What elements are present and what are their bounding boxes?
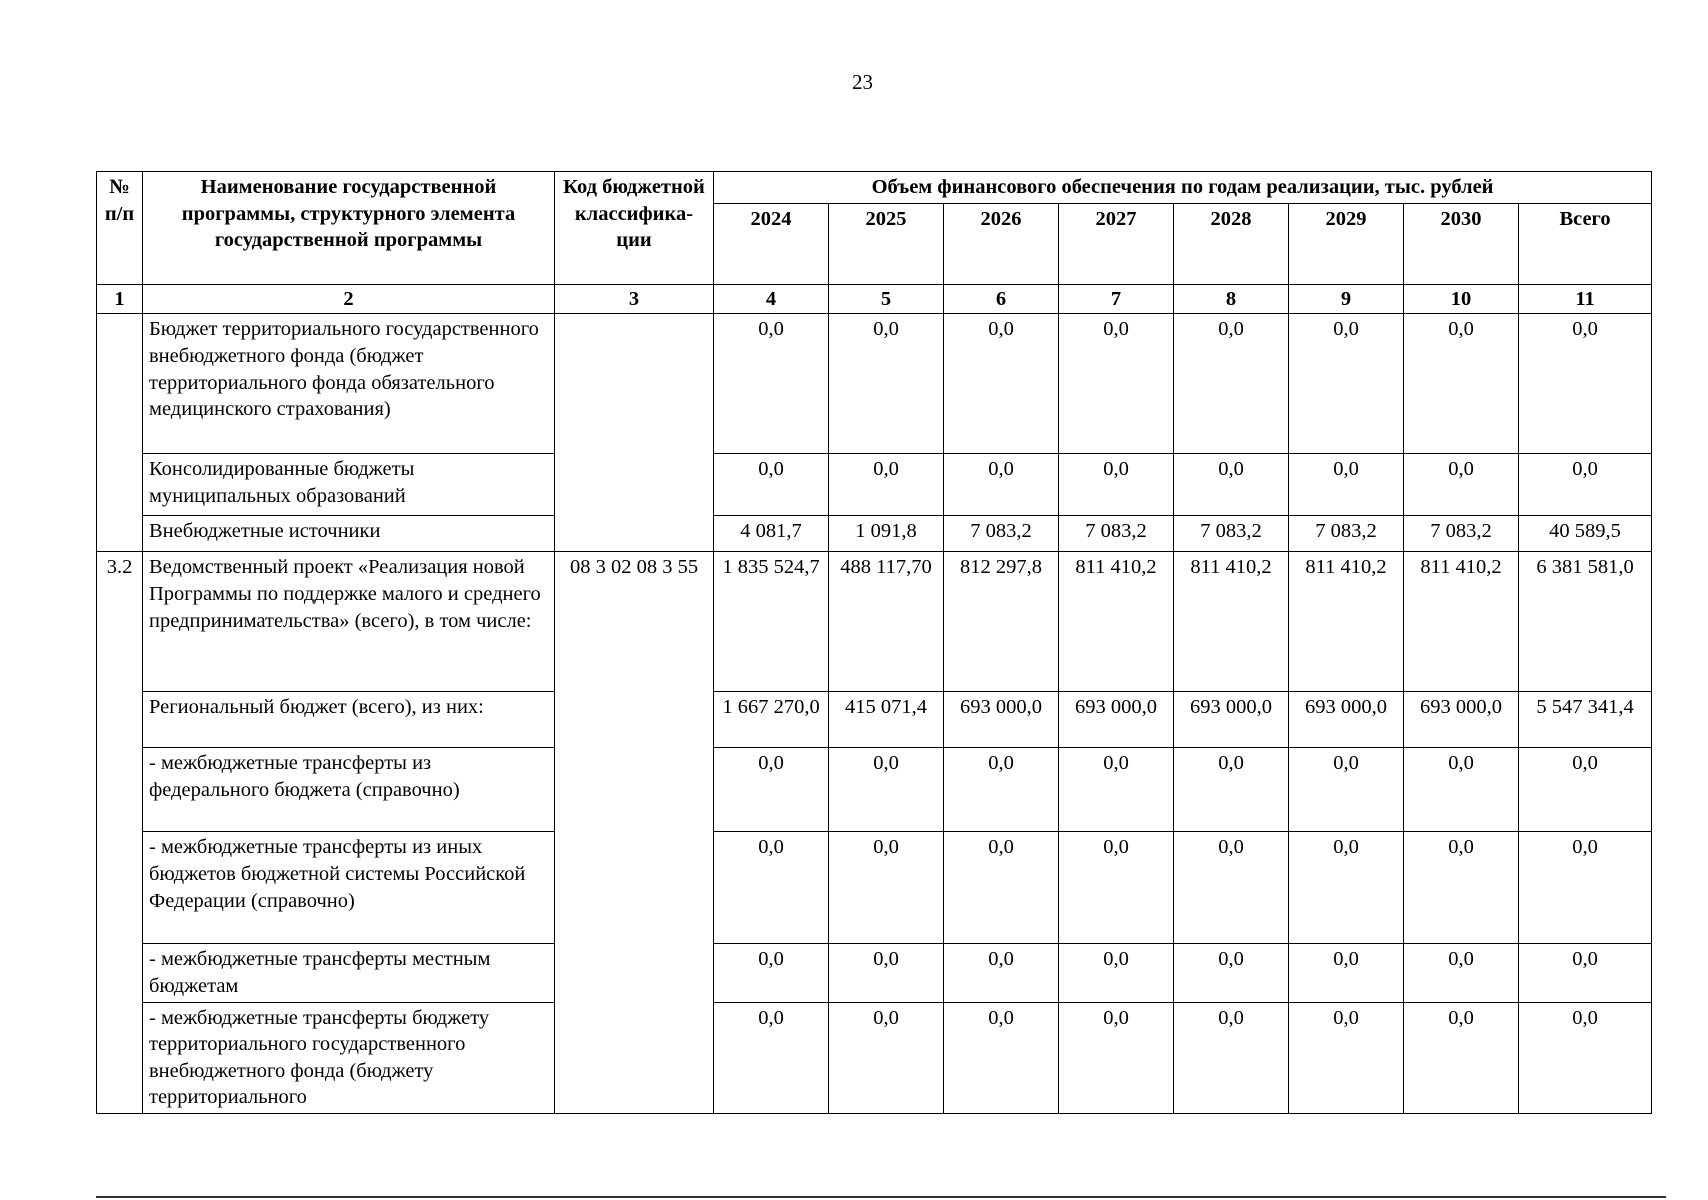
row-value: 693 000,0	[1059, 692, 1174, 748]
row-value: 693 000,0	[1174, 692, 1289, 748]
row-value: 811 410,2	[1289, 552, 1404, 692]
header-year: 2025	[829, 203, 944, 284]
row-value: 0,0	[1174, 454, 1289, 516]
row-value: 0,0	[1404, 748, 1519, 832]
column-number: 3	[555, 284, 714, 314]
row-value: 812 297,8	[944, 552, 1059, 692]
header-year: 2029	[1289, 203, 1404, 284]
row-value: 0,0	[1289, 1002, 1404, 1114]
row-value: 0,0	[944, 748, 1059, 832]
row-value: 0,0	[944, 1002, 1059, 1114]
row-name: - межбюджетные трансферты бюджету территориального государственного внебюджетного фонда (бюджету территориального	[143, 1002, 555, 1114]
row-value: 811 410,2	[1404, 552, 1519, 692]
header-name: Наименование государственной программы, структурного элемента государственной программы	[143, 172, 555, 285]
row-value: 1 835 524,7	[714, 552, 829, 692]
row-value: 415 071,4	[829, 692, 944, 748]
row-total: 0,0	[1519, 944, 1652, 1002]
row-total: 40 589,5	[1519, 516, 1652, 552]
row-number: 3.2	[97, 552, 143, 1114]
row-total: 0,0	[1519, 314, 1652, 454]
column-number: 4	[714, 284, 829, 314]
row-name: - межбюджетные трансферты из иных бюджетов бюджетной системы Российской Федерации (справочно)	[143, 832, 555, 944]
row-value: 0,0	[1174, 748, 1289, 832]
header-code: Код бюджетной классифика-ции	[555, 172, 714, 285]
row-value: 693 000,0	[1404, 692, 1519, 748]
header-total: Всего	[1519, 203, 1652, 284]
row-value: 0,0	[829, 944, 944, 1002]
row-value: 0,0	[1174, 944, 1289, 1002]
row-value: 0,0	[1059, 944, 1174, 1002]
page-bottom-rule	[96, 1196, 1666, 1198]
row-value: 0,0	[944, 944, 1059, 1002]
row-value: 693 000,0	[944, 692, 1059, 748]
row-total: 0,0	[1519, 454, 1652, 516]
row-value: 7 083,2	[1174, 516, 1289, 552]
row-value: 0,0	[1289, 944, 1404, 1002]
table-row	[97, 454, 1652, 516]
row-total: 0,0	[1519, 748, 1652, 832]
row-value: 0,0	[1404, 454, 1519, 516]
column-number: 1	[97, 284, 143, 314]
header-num: № п/п	[97, 172, 143, 285]
row-name: Региональный бюджет (всего), из них:	[143, 692, 555, 748]
row-code: 08 3 02 08 3 55	[555, 552, 714, 1114]
header-volume: Объем финансового обеспечения по годам реализации, тыс. рублей	[714, 172, 1652, 204]
row-value: 0,0	[829, 314, 944, 454]
row-value: 693 000,0	[1289, 692, 1404, 748]
row-value: 0,0	[1289, 748, 1404, 832]
row-total: 0,0	[1519, 832, 1652, 944]
row-name: Ведомственный проект «Реализация новой Программы по поддержке малого и среднего предпринимательства» (всего), в том числе:	[143, 552, 555, 692]
row-value: 0,0	[944, 314, 1059, 454]
row-value: 7 083,2	[1289, 516, 1404, 552]
header-year: 2027	[1059, 203, 1174, 284]
row-value: 811 410,2	[1174, 552, 1289, 692]
row-value: 0,0	[829, 1002, 944, 1114]
row-value: 0,0	[944, 454, 1059, 516]
column-number: 2	[143, 284, 555, 314]
table-row	[97, 832, 1652, 944]
row-value: 7 083,2	[944, 516, 1059, 552]
row-value: 811 410,2	[1059, 552, 1174, 692]
column-number: 10	[1404, 284, 1519, 314]
row-value: 0,0	[1174, 1002, 1289, 1114]
row-value: 0,0	[1059, 748, 1174, 832]
row-value: 0,0	[829, 454, 944, 516]
column-number: 5	[829, 284, 944, 314]
table-row	[97, 516, 1652, 552]
row-total: 6 381 581,0	[1519, 552, 1652, 692]
row-value: 0,0	[1059, 314, 1174, 454]
page-number: 23	[852, 70, 873, 94]
row-number	[97, 314, 143, 552]
row-value: 1 091,8	[829, 516, 944, 552]
row-name: - межбюджетные трансферты местным бюджетам	[143, 944, 555, 1002]
header-year: 2026	[944, 203, 1059, 284]
row-value: 0,0	[1059, 832, 1174, 944]
row-value: 0,0	[1059, 454, 1174, 516]
row-value: 0,0	[714, 944, 829, 1002]
row-name: Бюджет территориального государственного внебюджетного фонда (бюджет территориального фонда обязательного медицинского страхования)	[143, 314, 555, 454]
row-value: 0,0	[1174, 314, 1289, 454]
row-code	[555, 314, 714, 552]
row-value: 4 081,7	[714, 516, 829, 552]
row-name: Внебюджетные источники	[143, 516, 555, 552]
row-name: - межбюджетные трансферты из федерального бюджета (справочно)	[143, 748, 555, 832]
row-value: 0,0	[829, 832, 944, 944]
row-value: 0,0	[829, 748, 944, 832]
row-value: 0,0	[714, 314, 829, 454]
row-value: 0,0	[1059, 1002, 1174, 1114]
header-year: 2024	[714, 203, 829, 284]
row-value: 0,0	[714, 748, 829, 832]
header-year: 2030	[1404, 203, 1519, 284]
table-row	[97, 314, 1652, 454]
table-row	[97, 552, 1652, 692]
column-number: 6	[944, 284, 1059, 314]
column-number: 11	[1519, 284, 1652, 314]
row-value: 0,0	[944, 832, 1059, 944]
table-row	[97, 748, 1652, 832]
row-value: 7 083,2	[1059, 516, 1174, 552]
table-row	[97, 944, 1652, 1002]
row-value: 0,0	[714, 1002, 829, 1114]
row-value: 0,0	[1404, 314, 1519, 454]
table-row	[97, 692, 1652, 748]
row-value: 0,0	[714, 454, 829, 516]
header-year: 2028	[1174, 203, 1289, 284]
row-value: 0,0	[714, 832, 829, 944]
column-numbers-row	[97, 284, 1652, 314]
financing-table	[96, 171, 1652, 1114]
column-number: 9	[1289, 284, 1404, 314]
row-value: 488 117,70	[829, 552, 944, 692]
row-total: 5 547 341,4	[1519, 692, 1652, 748]
row-value: 0,0	[1174, 832, 1289, 944]
row-name: Консолидированные бюджеты муниципальных образований	[143, 454, 555, 516]
row-value: 0,0	[1404, 832, 1519, 944]
row-value: 0,0	[1404, 1002, 1519, 1114]
column-number: 7	[1059, 284, 1174, 314]
row-value: 0,0	[1289, 832, 1404, 944]
row-value: 0,0	[1289, 314, 1404, 454]
column-number: 8	[1174, 284, 1289, 314]
row-value: 0,0	[1289, 454, 1404, 516]
row-total: 0,0	[1519, 1002, 1652, 1114]
row-value: 7 083,2	[1404, 516, 1519, 552]
table-row	[97, 1002, 1652, 1114]
row-value: 0,0	[1404, 944, 1519, 1002]
row-value: 1 667 270,0	[714, 692, 829, 748]
